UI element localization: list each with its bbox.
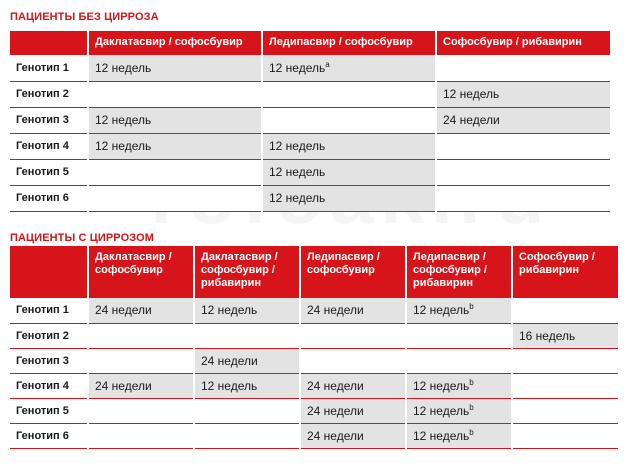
table-cell: [88, 323, 194, 348]
table-cell: [88, 185, 262, 211]
table-cell: [406, 298, 512, 323]
header-corner: [10, 31, 88, 55]
cell-value: 12 недель: [413, 378, 470, 393]
table-row: [10, 81, 610, 107]
table-header-row: [10, 31, 610, 55]
table-cell: [194, 398, 300, 423]
table-cell: [512, 373, 618, 398]
cell-value: 24 недели: [201, 353, 258, 368]
header-col: Софосбувир / рибавирин: [512, 246, 618, 298]
table-cell: [88, 298, 194, 323]
footnote-marker: b: [469, 427, 474, 437]
table-cell: [436, 81, 610, 107]
table-row: [10, 398, 618, 423]
cell-value: 24 недели: [95, 303, 152, 318]
table-row: [10, 423, 618, 448]
cell-value: 12 недель: [95, 60, 152, 75]
table-row: [10, 107, 610, 133]
table-cell: [512, 348, 618, 373]
table-cell: [194, 373, 300, 398]
cell-value: 12 недель: [269, 60, 326, 75]
cell-value: 12 недель: [269, 165, 326, 179]
header-col: Даклатасвир / софосбувир / рибавирин: [194, 246, 300, 298]
table-cell: [512, 323, 618, 348]
table-cell: [300, 423, 406, 448]
cell-value: 24 недели: [95, 378, 152, 393]
table-row: [10, 185, 610, 211]
table-cell: [300, 298, 406, 323]
cell-value: 12 недель: [95, 113, 152, 127]
table-cell: [406, 373, 512, 398]
table-cell: [436, 159, 610, 185]
table-cell: [436, 107, 610, 133]
row-label: Генотип 4: [10, 133, 88, 159]
table-cell: [88, 423, 194, 448]
header-col: Софосбувир / рибавирин: [436, 31, 610, 55]
row-label: Генотип 2: [10, 323, 88, 348]
footnote-marker: a: [325, 59, 330, 69]
table-cell: [262, 185, 436, 211]
cell-value: 16 недель: [519, 328, 576, 343]
row-label: Генотип 5: [10, 159, 88, 185]
table-row: [10, 133, 610, 159]
table-cell: [262, 81, 436, 107]
header-col: Ледипасвир / софосбувир: [262, 31, 436, 55]
footnote-marker: b: [469, 377, 474, 387]
row-label: Генотип 5: [10, 398, 88, 423]
row-label: Генотип 1: [10, 298, 88, 323]
table-cell: [512, 298, 618, 323]
table-cell: [194, 323, 300, 348]
header-col: Ледипасвир / софосбувир: [300, 246, 406, 298]
section-title-cirrhosis: ПАЦИЕНТЫ С ЦИРРОЗОМ: [10, 232, 155, 244]
cell-value: 12 недель: [269, 139, 326, 153]
row-label: Генотип 3: [10, 107, 88, 133]
table-cell: [300, 348, 406, 373]
section-title-no-cirrhosis: ПАЦИЕНТЫ БЕЗ ЦИРРОЗА: [10, 11, 159, 23]
table-cell: [436, 133, 610, 159]
table-cell: [300, 373, 406, 398]
row-label: Генотип 4: [10, 373, 88, 398]
table-row: [10, 348, 618, 373]
cell-value: 12 недель: [413, 403, 470, 418]
table-cell: [436, 185, 610, 211]
table-cell: [512, 398, 618, 423]
footnote-marker: b: [469, 402, 474, 412]
table-header-row: [10, 246, 618, 298]
table-cell: [88, 107, 262, 133]
cell-value: 12 недель: [413, 428, 470, 443]
table-cell: [262, 107, 436, 133]
table-row: [10, 55, 610, 81]
row-label: Генотип 6: [10, 423, 88, 448]
table-no-cirrhosis: [10, 31, 610, 212]
table-cell: [194, 348, 300, 373]
table-row: [10, 373, 618, 398]
cell-value: 24 недели: [307, 428, 364, 443]
row-label: Генотип 2: [10, 81, 88, 107]
table-cirrhosis: [10, 246, 618, 449]
table-cell: [262, 133, 436, 159]
table-cell: [300, 398, 406, 423]
table-cell: [88, 398, 194, 423]
cell-value: 24 недели: [307, 403, 364, 418]
table-cell: [406, 423, 512, 448]
cell-value: 24 недели: [307, 378, 364, 393]
table-row: [10, 159, 610, 185]
table-row: [10, 298, 618, 323]
header-col: Даклатасвир / софосбувир: [88, 246, 194, 298]
table-cell: [300, 323, 406, 348]
row-label: Генотип 6: [10, 185, 88, 211]
table-cell: [194, 298, 300, 323]
cell-value: 24 недели: [443, 113, 500, 127]
table-cell: [88, 373, 194, 398]
cell-value: 12 недель: [201, 378, 258, 393]
header-corner: [10, 246, 88, 298]
row-label: Генотип 3: [10, 348, 88, 373]
cell-value: 12 недель: [443, 87, 500, 101]
table-cell: [406, 348, 512, 373]
cell-value: 12 недель: [413, 303, 470, 318]
table-cell: [436, 55, 610, 81]
cell-value: 24 недели: [307, 303, 364, 318]
footnote-marker: b: [469, 302, 474, 312]
cell-value: 12 недель: [95, 139, 152, 153]
table-cell: [512, 423, 618, 448]
table-cell: [406, 323, 512, 348]
table-cell: [88, 81, 262, 107]
table-row: [10, 323, 618, 348]
row-label: Генотип 1: [10, 55, 88, 81]
table-cell: [262, 159, 436, 185]
cell-value: 12 недель: [269, 191, 326, 205]
cell-value: 12 недель: [201, 303, 258, 318]
header-col: Даклатасвир / софосбувир: [88, 31, 262, 55]
table-cell: [88, 55, 262, 81]
table-cell: [88, 159, 262, 185]
table-cell: [88, 348, 194, 373]
table-cell: [406, 398, 512, 423]
table-cell: [194, 423, 300, 448]
table-cell: [88, 133, 262, 159]
header-col: Ледипасвир / софосбувир / рибавирин: [406, 246, 512, 298]
table-cell: [262, 55, 436, 81]
